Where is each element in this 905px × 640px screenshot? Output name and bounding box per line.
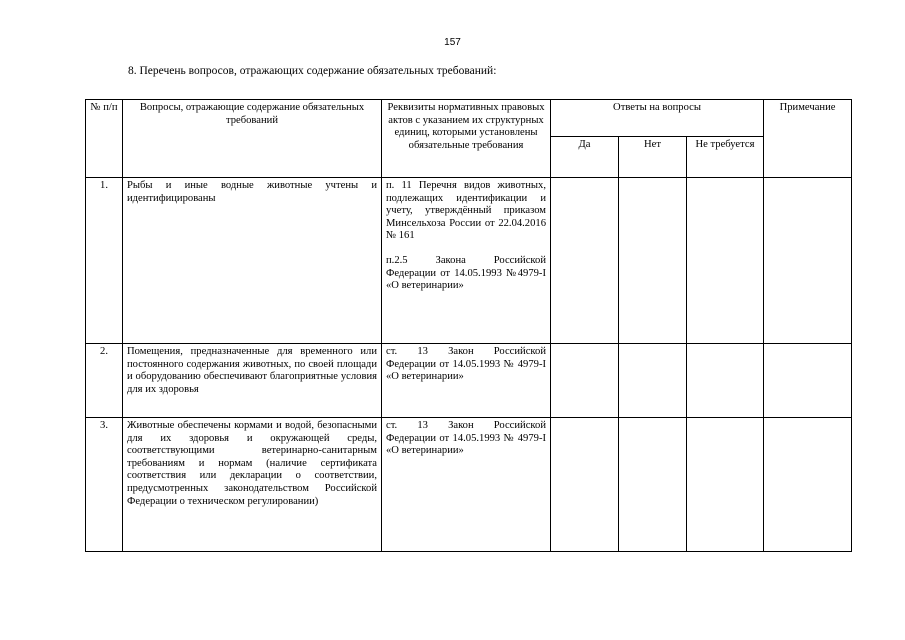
answer-yes-cell[interactable]	[551, 178, 619, 344]
answer-no-cell[interactable]	[619, 344, 687, 418]
header-no: Нет	[619, 137, 687, 178]
header-note: Примечание	[764, 100, 852, 178]
answer-yes-cell[interactable]	[551, 418, 619, 552]
header-num: № п/п	[86, 100, 123, 178]
header-yes: Да	[551, 137, 619, 178]
answer-not-required-cell[interactable]	[687, 344, 764, 418]
table-header-row	[86, 100, 852, 137]
requisite-item: ст. 13 Закон Российской Федерации от 14.05.1993 № 4979-I «О ветеринарии»	[386, 420, 546, 457]
header-question: Вопросы, отражающие содержание обязательных требований	[123, 100, 382, 178]
table-row	[86, 178, 852, 344]
requisite-item: п.2.5 Закона Российской Федерации от 14.05.1993 №4979-I «О ветеринарии»	[386, 254, 546, 292]
table-row	[86, 344, 852, 418]
answer-no-cell[interactable]	[619, 178, 687, 344]
note-cell[interactable]	[764, 344, 852, 418]
requisite-item: ст. 13 Закон Российской Федерации от 14.05.1993 № 4979-I «О ветеринарии»	[386, 346, 546, 383]
page-number: 157	[444, 37, 461, 48]
row-question: Животные обеспечены кормами и водой, безопасными для их здоровья и окружающей среды, соответствующими ветеринарно-санитарным требованиям и нормам (наличие сертификата соответствия или декларации о соответствии, предусмотренных законодательством Российской Федерации о техническом регулировании)	[123, 418, 382, 552]
requisite-item: п. 11 Перечня видов животных, подлежащих идентификации и учету, утверждённый приказом Минсельхоза России от 22.04.2016 № 161	[386, 180, 546, 242]
table-row	[86, 418, 852, 552]
row-requisites	[382, 344, 551, 418]
row-requisites	[382, 178, 551, 344]
answer-not-required-cell[interactable]	[687, 178, 764, 344]
header-answers: Ответы на вопросы	[551, 100, 764, 137]
note-cell[interactable]	[764, 418, 852, 552]
section-title: 8. Перечень вопросов, отражающих содержание обязательных требований:	[128, 65, 497, 77]
answer-no-cell[interactable]	[619, 418, 687, 552]
row-question: Рыбы и иные водные животные учтены и идентифицированы	[123, 178, 382, 344]
row-num: 2.	[86, 344, 123, 418]
row-question: Помещения, предназначенные для временного или постоянного содержания животных, по своей площади и оборудованию обеспечивают благоприятные условия для их здоровья	[123, 344, 382, 418]
header-requisites: Реквизиты нормативных правовых актов с указанием их структурных единиц, которыми установлены обязательные требования	[382, 100, 551, 178]
row-num: 1.	[86, 178, 123, 344]
row-requisites	[382, 418, 551, 552]
answer-not-required-cell[interactable]	[687, 418, 764, 552]
note-cell[interactable]	[764, 178, 852, 344]
answer-yes-cell[interactable]	[551, 344, 619, 418]
requirements-table	[85, 99, 852, 552]
header-not-required: Не требуется	[687, 137, 764, 178]
row-num: 3.	[86, 418, 123, 552]
